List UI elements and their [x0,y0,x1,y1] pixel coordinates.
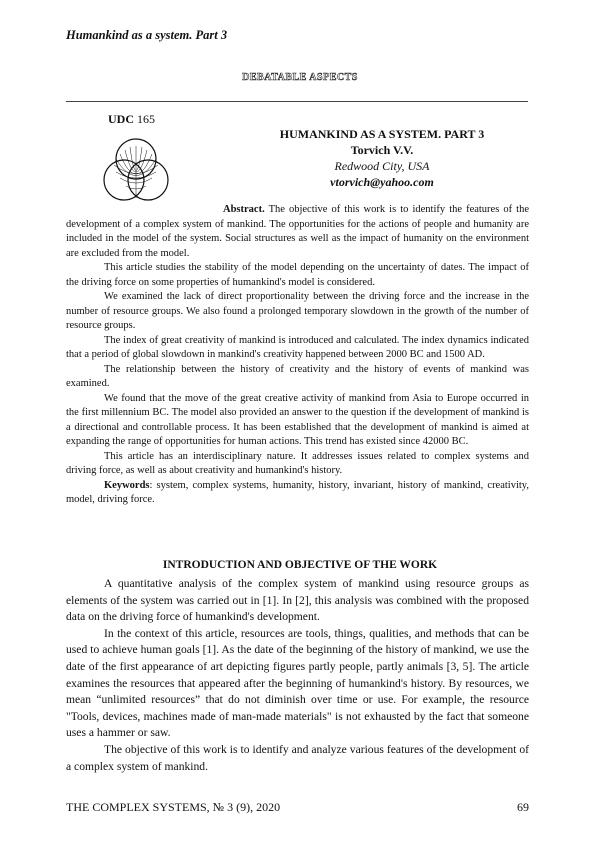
keywords-text: : system, complex systems, humanity, history, invariant, history of mankind, creativity, model, driving force. [66,479,529,505]
title-block [250,126,514,190]
body-paragraph: In the context of this article, resources are tools, things, qualities, and methods that can be used to achieve human goals [1]. As the date of the beginning of the history of mankind, we use the date of the first appearance of art depicting figures partly people, partly animals [3, 5]. The article examines the resources that appeared after the beginning of humankind's history. By resources, we mean “unlimited resources” that do not diminish over time or use. For example, the resource "Tools, devices, machines made of man-made materials" is not exhausted by the fact that someone uses a hammer or saw. [66,626,529,740]
udc-value: 165 [137,112,155,126]
abstract-text: The objective of this work is to identify the features of the development of a complex system of mankind. The opportunities for the actions of people and humanity are included in the model of the system. Social structures as well as the impact of humanity on the environment are excluded from the model. [66,204,529,259]
abstract-paragraph: The index of great creativity of mankind is introduced and calculated. The index dynamics indicated that a period of global slowdown in mankind's creativity happened between 2000 BC and 1500 AD. [66,334,529,360]
article-title: HUMANKIND AS A SYSTEM. PART 3 [279,127,485,141]
udc-label: UDC [108,112,134,126]
abstract-paragraph [66,203,529,261]
intro-heading: INTRODUCTION AND OBJECTIVE OF THE WORK [162,559,438,571]
keywords-label: Keywords [104,479,150,491]
keywords [66,479,529,508]
abstract-paragraph: This article studies the stability of the model depending on the uncertainty of dates. The impact of the driving force on some properties of humankind's model is considered. [66,262,529,288]
author-city: Redwood City, USA [334,159,430,173]
page-number: 69 [517,800,529,814]
abstract-paragraph: We examined the lack of direct proportionality between the driving force and the increase in the number of resource groups. We also found a prolonged temporary slowdown in the growth of the number of resource groups. [66,291,529,331]
abstract-paragraph: The relationship between the history of creativity and the history of events of mankind was examined. [66,363,529,389]
author-email[interactable]: vtorvich@yahoo.com [330,175,434,189]
header-rule [66,101,528,102]
running-title: Humankind as a system. Part 3 [66,28,228,42]
abstract-paragraph: This article has an interdisciplinary nature. It addresses issues related to complex systems and driving force, as well as about creativity and humankind's history. [66,450,529,476]
author-name: Torvich V.V. [350,143,414,157]
body-paragraph: A quantitative analysis of the complex system of mankind using resource groups as elements of the system was carried out in [1]. In [2], this analysis was combined with the proposed data on the driving force of humankind's development. [66,577,529,624]
intro-body [66,576,529,775]
body-paragraph: The objective of this work is to identify and analyze various features of the development of a complex system of mankind. [66,742,529,773]
abstract-label: Abstract. [223,204,265,215]
journal-logo [96,132,176,212]
journal-name: THE COMPLEX SYSTEMS, № 3 (9), 2020 [66,800,281,814]
abstract [66,203,529,508]
udc-code [108,112,155,127]
section-label: DEBATABLE ASPECTS [242,72,358,83]
abstract-paragraph: We found that the move of the great creative activity of mankind from Asia to Europe occurred in the first millennium BC. The model also provided an answer to the question if the development of mankind is a directional and controllable process. It has been established that the development of mankind is aimed at expanding the range of opportunities for human actions. This trend has existed since 42000 BC. [66,392,529,447]
